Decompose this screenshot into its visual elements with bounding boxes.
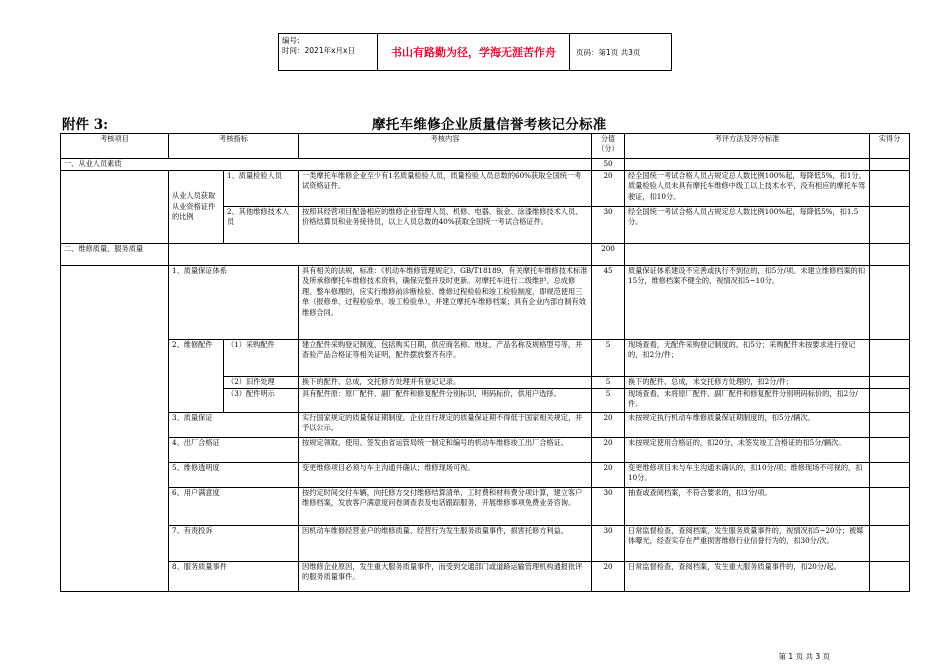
method-cell: 日常监督检查，查阅档案，发生重大服务质量事件的，扣20分/起。	[625, 562, 870, 592]
score-cell: 20	[592, 413, 625, 438]
content-cell: 换下的配件、总成，交托修方处理并有登记记录。	[299, 377, 592, 389]
method-cell: 经全国统一考试合格人员占规定总人数比例100%起，每降低5%，扣1分。质量检验人员未具有摩托车维修中级工以上技术水平，没有相应的摩托车驾驶证，扣10分。	[625, 171, 870, 207]
content-cell: 一类摩托车维修企业至少有1名质量检验人员，质量检验人员总数的60%获取全国统一考试资格证件。	[299, 171, 592, 207]
indicator-cell: 2、其他维修技术人员	[224, 207, 299, 244]
table-row	[61, 171, 910, 207]
method-cell: 未按规定执行机动车维修质量保证期制度的，扣5分/辆次。	[625, 413, 870, 438]
method-cell: 抽查或查阅档案，不符合要求的，扣3分/项。	[625, 488, 870, 526]
score-cell: 20	[592, 463, 625, 488]
time-label: 时间：2021年x月x日	[282, 46, 355, 55]
section-row	[61, 244, 910, 266]
method-cell: 未按规定使用合格证的，扣20分，未签发竣工合格证的扣5分/辆次。	[625, 438, 870, 463]
page-label: 页码：第1页 共3页	[576, 47, 641, 57]
indicator-cell: 2、维修配件	[169, 340, 224, 413]
header-meta	[279, 34, 378, 70]
indicator-cell: 5、维修透明度	[169, 463, 299, 488]
method-cell: 日常监督检查，查阅档案，发生服务质量事件的，视情况扣5~20分；被媒体曝光，经查实存在严重损害维修行业信誉行为的，扣30分/次。	[625, 526, 870, 562]
sub-indicator-cell: （2）旧件处理	[224, 377, 299, 389]
method-cell: 现场查看，无配件采购登记制度的，扣5分；采购配件未按要求进行登记的，扣2分/件；	[625, 340, 870, 377]
method-cell: 换下的配件、总成，未交托修方处理的，扣2分/件；	[625, 377, 870, 389]
header-score: 分值（分）	[592, 134, 625, 159]
score-cell: 5	[592, 389, 625, 413]
number-label: 编号:	[282, 36, 300, 45]
actual-score-cell	[870, 526, 910, 562]
score-cell: 20	[592, 438, 625, 463]
actual-score-cell	[870, 488, 910, 526]
table-row	[61, 463, 910, 488]
actual-score-cell	[870, 389, 910, 413]
method-cell: 经全国统一考试合格人员占规定总人数比例100%起，每降低5%，扣1.5分。	[625, 207, 870, 244]
actual-score-cell	[870, 207, 910, 244]
table-row	[61, 266, 910, 340]
score-cell: 45	[592, 266, 625, 340]
attachment-label: 附件 3:	[62, 117, 109, 133]
indicator-cell: 8、服务质量事件	[169, 562, 299, 592]
sub-indicator-cell: （1）采购配件	[224, 340, 299, 377]
sub-indicator-cell: （3）配件明示	[224, 389, 299, 413]
document-title: 摩托车维修企业质量信誉考核记分标准	[372, 117, 607, 133]
table-row	[61, 562, 910, 592]
method-cell: 质量保证体系建设不完善或执行不到位的，扣5分/项。未建立维修档案的扣15分，维修档案不健全的，视情况扣5~10分。	[625, 266, 870, 340]
actual-score-cell	[870, 438, 910, 463]
indicator-cell: 7、有责投诉	[169, 526, 299, 562]
actual-score-cell	[870, 463, 910, 488]
score-cell: 5	[592, 340, 625, 377]
header-box	[278, 33, 672, 71]
header-method: 考评方法及评分标准	[625, 134, 870, 159]
content-cell: 具有相关的法规，标准：《机动车维修管理规定》、GB/T18189，有关摩托车维修技术标准及所承修摩托车维修技术资料，确保完整并及时更新。对摩托车进行二级维护、总成修理、整车修理的，应实行维修前诊断检验、维修过程检验和竣工检验制度，即规范使用三单（报修单、过程检验单、竣工检验单），并建立摩托车维修档案；具有企业内部自制有效维修合同。	[299, 266, 592, 340]
actual-score-cell	[870, 562, 910, 592]
content-cell: 具有配件原：原厂配件、副厂配件和修复配件分别标识，明码标价，供用户选择。	[299, 389, 592, 413]
method-cell: 变更维修项目未与车主沟通未确认的，扣10分/项；维修现场不可视的，扣10分。	[625, 463, 870, 488]
section-score: 200	[592, 244, 625, 266]
score-cell: 30	[592, 526, 625, 562]
table-header-row	[61, 134, 910, 159]
content-cell: 因机动车维修经营业户的维修质量、经营行为发生服务质量事件，损害托修方利益。	[299, 526, 592, 562]
page-footer: 第 1 页 共 3 页	[778, 652, 830, 661]
content-cell: 按约定时间交付车辆，向托修方交付维修结算清单，工时费和材料费分项计算，建立客户维修档案，发放客户满意度问卷调查表及电话跟踪服务，开展维修事项免费业务咨询。	[299, 488, 592, 526]
indicator-cell: 1、质量检验人员	[224, 171, 299, 207]
content-cell: 因维修企业原因，发生重大服务质量事件，而受到交通部门或道路运输管理机构通报批评的服务质量事件。	[299, 562, 592, 592]
header-actual: 实得分	[870, 134, 910, 159]
content-cell: 实行国家规定的质量保证期制度。企业自行规定的质量保证期不得低于国家相关规定，并予以公示。	[299, 413, 592, 438]
method-cell: 现场查看，未将原厂配件、副厂配件和修复配件分别明码标价的，扣2分/件。	[625, 389, 870, 413]
indicator-cell: 1、质量保证体系	[169, 266, 299, 340]
actual-score-cell	[870, 266, 910, 340]
table-row	[61, 413, 910, 438]
table-row	[61, 340, 910, 377]
content-cell: 变更维修项目必须与车主沟通并确认；维修现场可视。	[299, 463, 592, 488]
scoring-table	[60, 133, 910, 592]
table-row	[61, 438, 910, 463]
indicator-cell: 3、质量保证	[169, 413, 299, 438]
header-item: 考核项目	[61, 134, 169, 159]
section-title: 二、维修质量、服务质量	[61, 244, 169, 266]
actual-score-cell	[870, 377, 910, 389]
table-row	[61, 488, 910, 526]
score-cell: 30	[592, 207, 625, 244]
actual-score-cell	[870, 413, 910, 438]
table-row	[61, 526, 910, 562]
header-content: 考核内容	[299, 134, 592, 159]
section-title: 一、从业人员素质	[61, 159, 592, 171]
section-row	[61, 159, 910, 171]
actual-score-cell	[870, 340, 910, 377]
score-cell: 20	[592, 171, 625, 207]
header-indicator: 考核指标	[169, 134, 299, 159]
indicator-cell: 4、出厂合格证	[169, 438, 299, 463]
score-cell: 20	[592, 562, 625, 592]
content-cell: 按规定领取、使用、签发由省运管局统一制定和编号的机动车维修竣工出厂合格证。	[299, 438, 592, 463]
content-cell: 建立配件采购登记制度，包括购买日期，供应商名称、地址、产品名称及规格型号等，并查验产品合格证等相关证明，配件摆放整齐有序。	[299, 340, 592, 377]
group-label: 从业人员获取从业资格证件的比例	[169, 171, 224, 244]
indicator-cell: 6、用户满意度	[169, 488, 299, 526]
score-cell: 5	[592, 377, 625, 389]
actual-score-cell	[870, 171, 910, 207]
score-cell: 30	[592, 488, 625, 526]
content-cell: 按照其经营项目配备相应的维修企业管理人员、机修、电器、钣金、涂漆维修技术人员、价格结算员和业务接待员，以上人员总数的40%获取全国统一考试合格证件。	[299, 207, 592, 244]
motto: 书山有路勤为径，学海无涯苦作舟	[378, 34, 570, 70]
section-score: 50	[592, 159, 625, 171]
